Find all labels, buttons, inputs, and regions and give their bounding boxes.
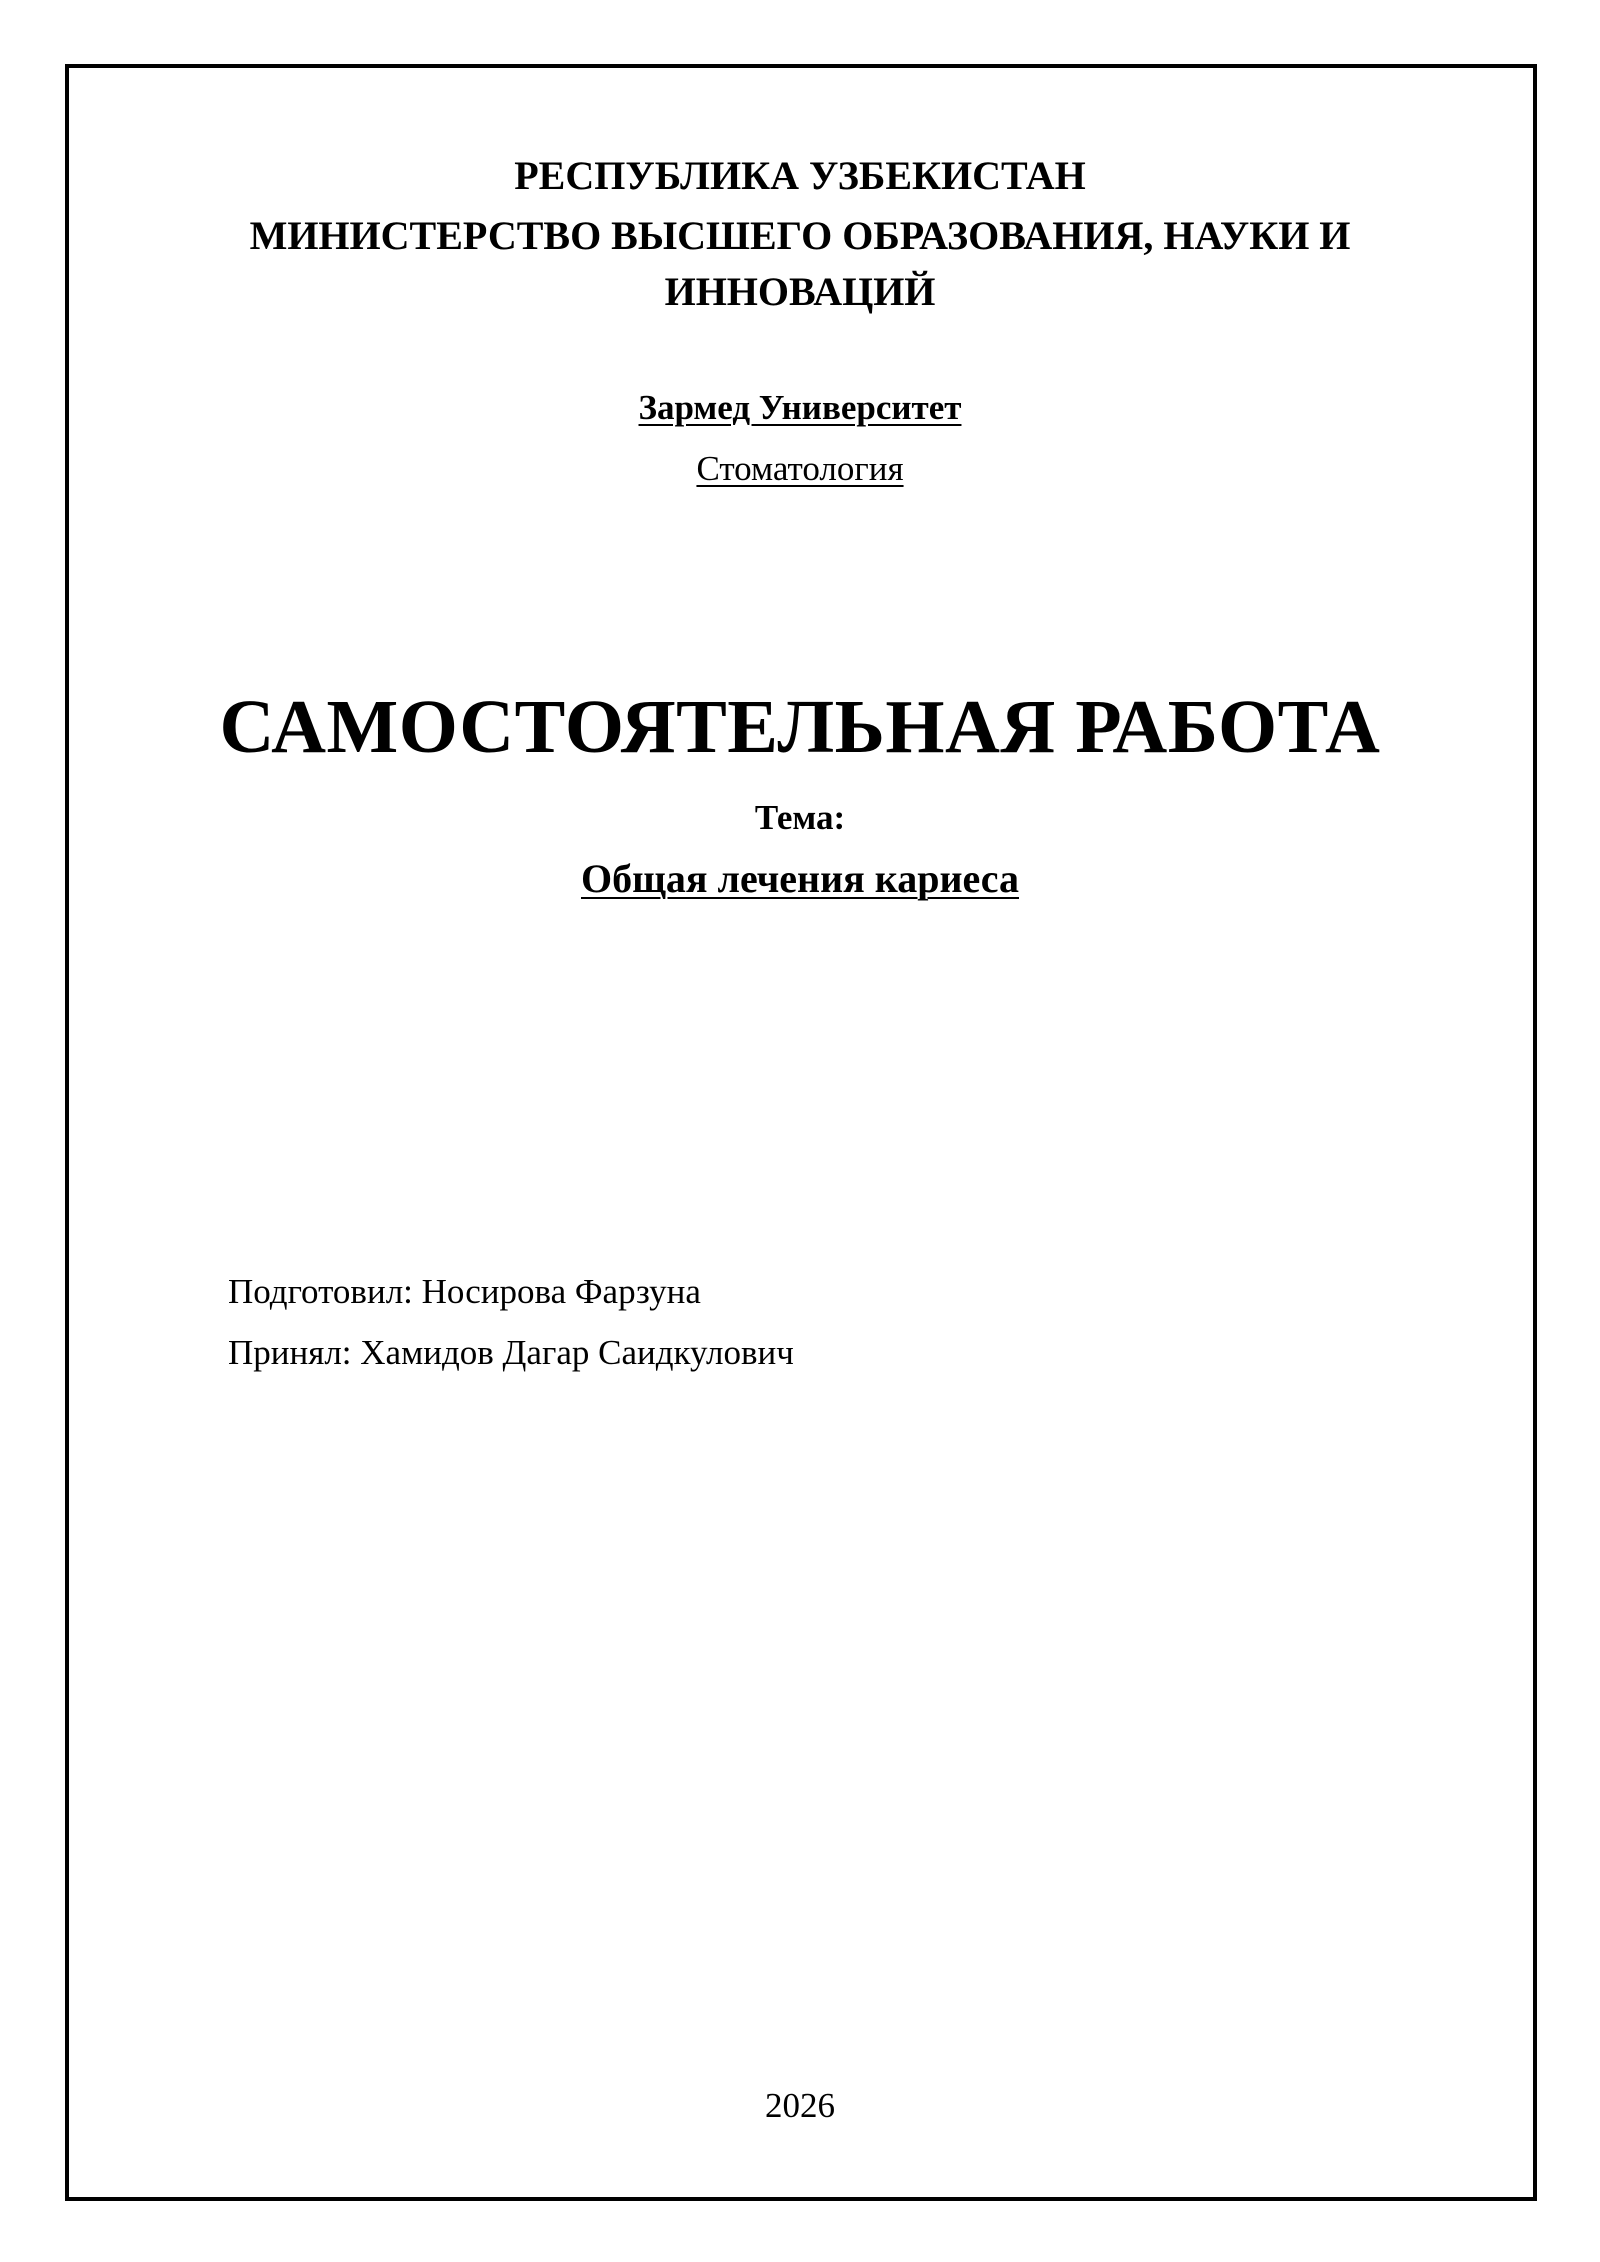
faculty-name-row bbox=[0, 449, 1600, 489]
year: 2026 bbox=[765, 2086, 835, 2125]
university-name: Зармед Университет bbox=[638, 388, 962, 427]
topic-label: Тема: bbox=[754, 798, 846, 837]
page-border bbox=[65, 64, 1537, 2201]
ministry-heading-line1: МИНИСТЕРСТВО ВЫСШЕГО ОБРАЗОВАНИЯ, НАУКИ И bbox=[249, 213, 1351, 258]
topic-title: Общая лечения кариеса bbox=[581, 856, 1019, 901]
faculty-name: Стоматология bbox=[696, 449, 904, 488]
ministry-heading-line2: ИННОВАЦИЙ bbox=[664, 269, 936, 314]
university-name-row bbox=[0, 388, 1600, 428]
country-heading: РЕСПУБЛИКА УЗБЕКИСТАН bbox=[514, 153, 1086, 198]
accepted-by: Принял: Хамидов Дагар Саидкулович bbox=[228, 1333, 794, 1372]
prepared-by: Подготовил: Носирова Фарзуна bbox=[228, 1272, 701, 1311]
work-title: САМОСТОЯТЕЛЬНАЯ РАБОТА bbox=[219, 685, 1381, 769]
topic-row bbox=[0, 855, 1600, 902]
